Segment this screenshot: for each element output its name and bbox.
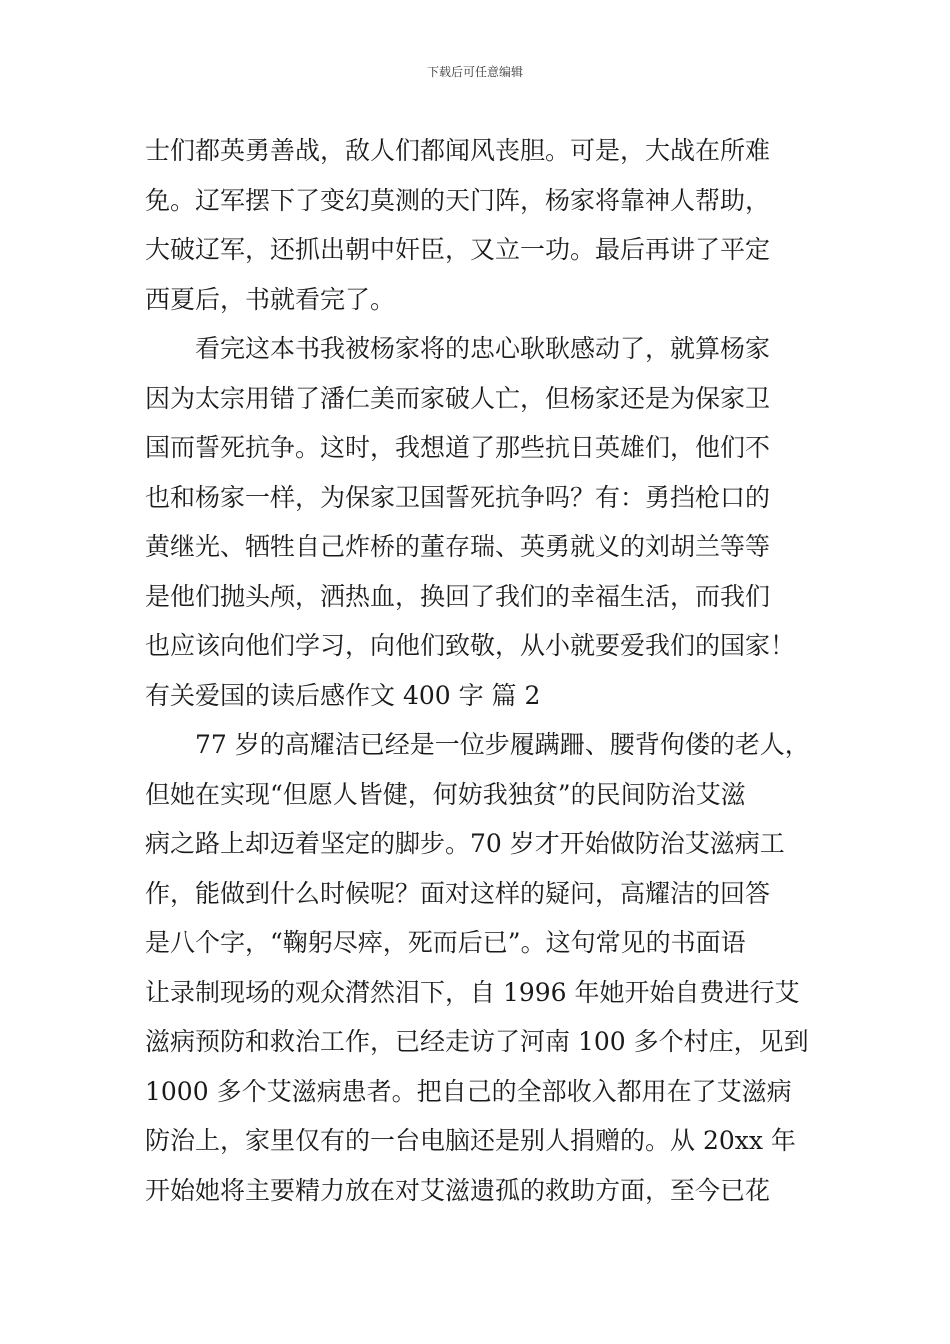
text-line: 是他们抛头颅，洒热血，换回了我们的幸福生活，而我们	[145, 581, 771, 611]
text-line: 大破辽军，还抓出朝中奸臣，又立一功。最后再讲了平定	[145, 235, 771, 264]
text-line: 滋病预防和救治工作，已经走访了河南 100 多个村庄，见到	[145, 1027, 809, 1056]
text-line: 西夏后，书就看完了。	[145, 284, 396, 314]
section-heading: 有关爱国的读后感作文 400 字 篇 2	[145, 680, 541, 710]
paragraph-start-line: 看完这本书我被杨家将的忠心耿耿感动了，就算杨家	[195, 334, 771, 363]
text-line: 开始她将主要精力放在对艾滋遗孤的救助方面，至今已花	[145, 1175, 771, 1205]
paragraph-start-line: 77 岁的高耀洁已经是一位步履蹒跚、腰背佝偻的老人，	[195, 730, 810, 759]
document-body	[145, 126, 810, 1215]
text-line: 也应该向他们学习，向他们致敬，从小就要爱我们的国家！	[145, 631, 796, 660]
text-line: 防治上，家里仅有的一台电脑还是别人捐赠的。从 20xx 年	[145, 1126, 796, 1155]
text-line: 国而誓死抗争。这时，我想道了那些抗日英雄们，他们不	[145, 433, 771, 462]
text-line: 黄继光、牺牲自己炸桥的董存瑞、英勇就义的刘胡兰等等	[145, 532, 771, 561]
text-line: 病之路上却迈着坚定的脚步。70 岁才开始做防治艾滋病工	[145, 829, 785, 858]
text-line: 因为太宗用错了潘仁美而家破人亡，但杨家还是为保家卫	[145, 383, 771, 413]
text-line: 1000 多个艾滋病患者。把自己的全部收入都用在了艾滋病	[145, 1076, 792, 1106]
text-line: 但她在实现“但愿人皆健，何妨我独贫”的民间防治艾滋	[145, 779, 746, 809]
text-line: 让录制现场的观众潸然泪下，自 1996 年她开始自费进行艾	[145, 977, 800, 1007]
text-line: 是八个字，“鞠躬尽瘁，死而后已”。这句常见的书面语	[145, 928, 746, 957]
page-header: 下载后可任意编辑	[426, 65, 523, 79]
text-line: 作，能做到什么时候呢？面对这样的疑问，高耀洁的回答	[145, 878, 771, 908]
text-line: 士们都英勇善战，敌人们都闻风丧胆。可是，大战在所难	[145, 136, 771, 165]
text-line: 免。辽军摆下了变幻莫测的天门阵，杨家将靠神人帮助，	[145, 185, 771, 215]
text-line: 也和杨家一样，为保家卫国誓死抗争吗？有：勇挡枪口的	[145, 482, 771, 512]
